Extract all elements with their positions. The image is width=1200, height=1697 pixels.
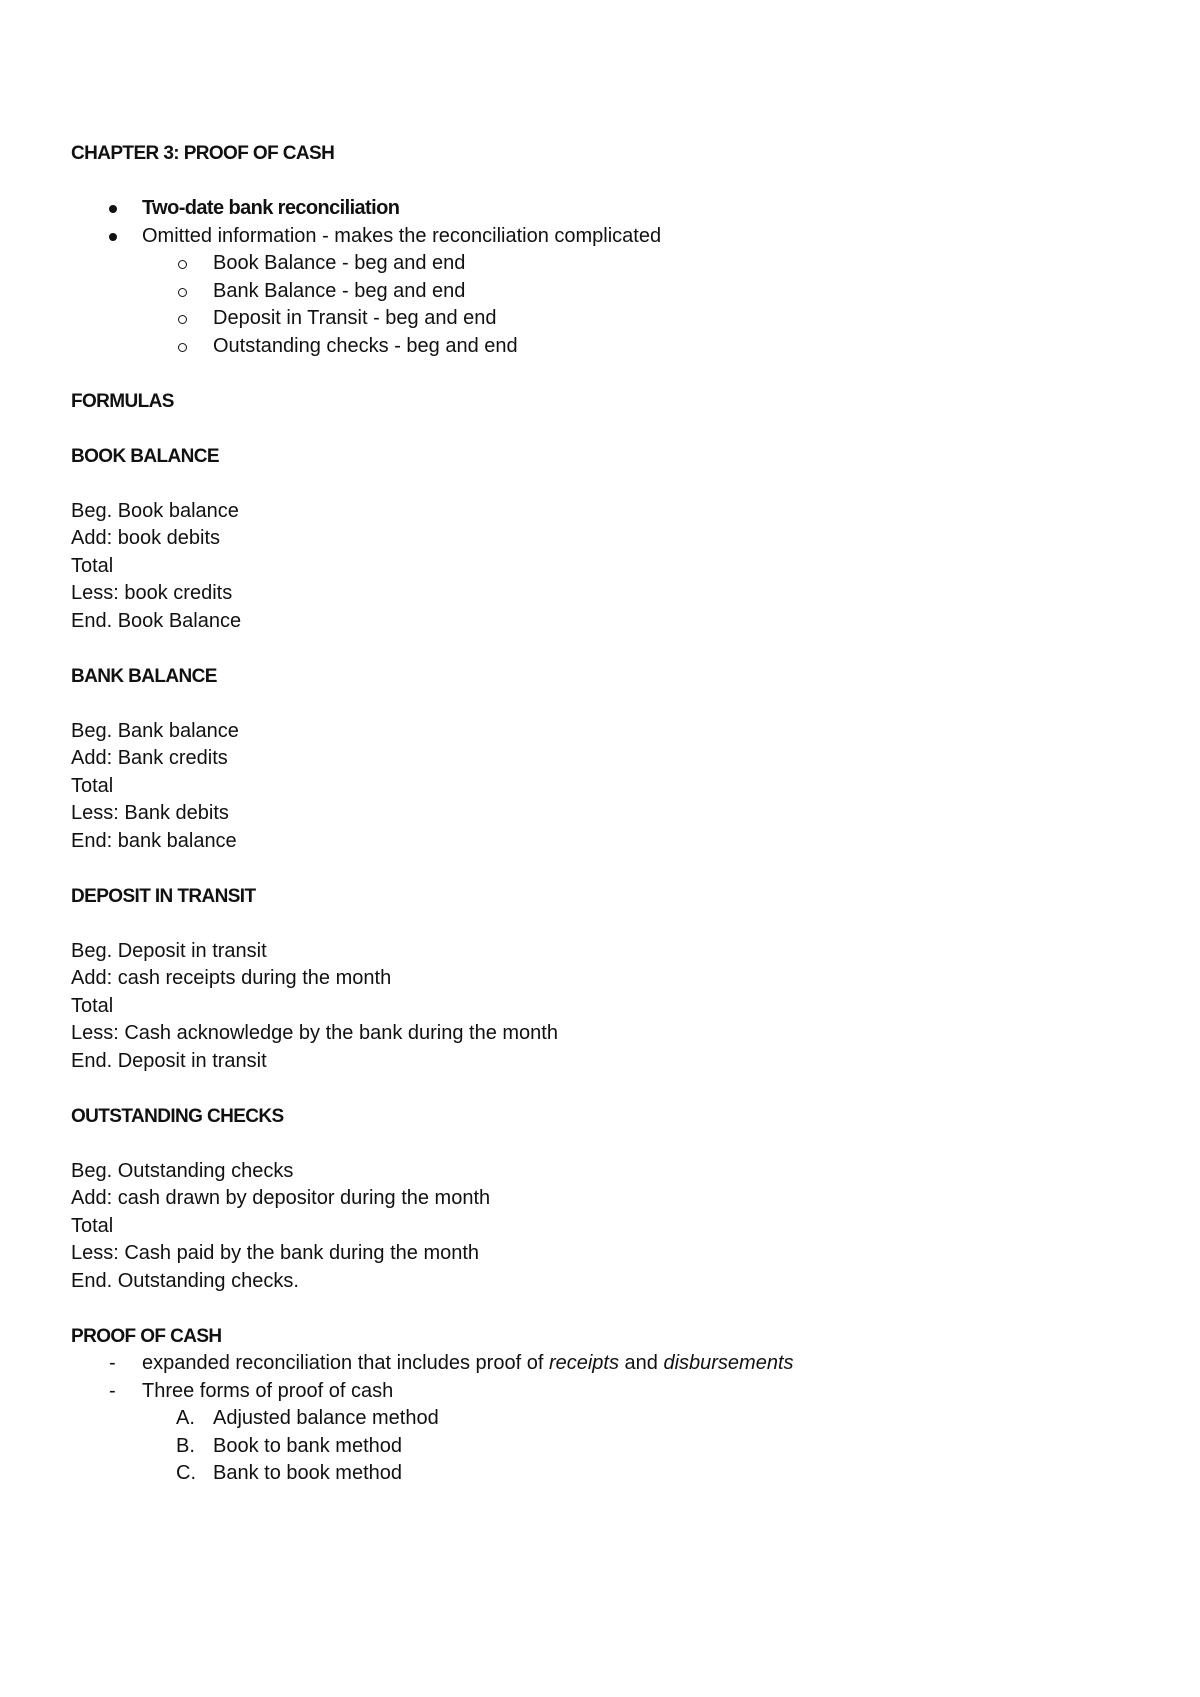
section-heading: BANK BALANCE [71,665,217,687]
sub-list-item [71,278,1131,306]
formula-line: Less: Cash acknowledge by the bank during the month [71,1022,558,1044]
method-marker: A. [176,1407,195,1429]
bullet-circle-icon [178,288,187,297]
formula-line: Beg. Outstanding checks [71,1159,294,1182]
sub-list-item [71,305,1131,333]
list-item [71,1378,1131,1406]
spacer [71,1295,1131,1323]
method-item [71,1460,1131,1488]
spacer [71,415,1131,443]
spacer [71,635,1131,663]
method-text: Book to bank method [213,1434,403,1457]
formula-line: Less: Bank debits [71,802,229,824]
bullet-circle-icon [178,315,187,324]
sub-list-item [71,333,1131,361]
spacer [71,855,1131,883]
method-marker: B. [176,1434,195,1457]
bullet-circle-icon [178,260,187,269]
formula-line: Total [71,1214,114,1237]
list-item [71,1350,1131,1378]
method-marker: C. [176,1462,196,1484]
method-item [71,1433,1131,1461]
bullet-dot-icon [109,205,117,213]
sub-list-item-text: Book Balance - beg and end [213,252,466,274]
list-item [71,223,1131,251]
method-text: Adjusted balance method [213,1407,439,1429]
dash-marker: - [109,1352,116,1374]
sub-list-item-text: Outstanding checks - beg and end [213,334,518,357]
spacer [71,910,1131,938]
emphasis-disbursements: disbursements [663,1352,794,1374]
formula-line: Beg. Bank balance [71,719,239,742]
formula-line: Add: book debits [71,527,220,549]
chapter-title: CHAPTER 3: PROOF OF CASH [71,143,335,164]
formula-line: Less: book credits [71,582,233,604]
section-heading: DEPOSIT IN TRANSIT [71,885,256,907]
formula-line: End. Outstanding checks. [71,1269,299,1292]
formula-line: Total [71,554,114,577]
section-heading: BOOK BALANCE [71,445,219,467]
formula-line: Add: Bank credits [71,747,228,769]
list-item-text-part: and [618,1352,664,1374]
section-heading: PROOF OF CASH [71,1325,222,1347]
method-text: Bank to book method [213,1462,403,1484]
formulas-heading: FORMULAS [71,390,174,412]
method-item [71,1405,1131,1433]
formula-line: End. Book Balance [71,609,242,632]
bullet-dot-icon [109,233,117,241]
list-item-text: Omitted information - makes the reconciliation complicated [142,224,662,247]
spacer [71,1130,1131,1158]
sub-list-item [71,250,1131,278]
list-item [71,195,1131,223]
list-item-text: Three forms of proof of cash [142,1379,394,1402]
spacer [71,470,1131,498]
bullet-circle-icon [178,343,187,352]
formula-line: Beg. Deposit in transit [71,939,267,962]
list-item-text-part: expanded reconciliation that includes proof of [142,1352,549,1374]
formula-line: Add: cash drawn by depositor during the month [71,1187,491,1209]
formula-line: Total [71,994,114,1017]
formula-line: Total [71,774,114,797]
spacer [71,360,1131,388]
list-item-text: Two-date bank reconciliation [142,197,400,219]
formula-line: End. Deposit in transit [71,1049,267,1072]
document-page [71,140,1131,1488]
formula-line: Beg. Book balance [71,499,239,522]
sub-list-item-text: Deposit in Transit - beg and end [213,307,497,329]
formula-line: Less: Cash paid by the bank during the month [71,1242,480,1264]
dash-marker: - [109,1379,116,1402]
formula-line: End: bank balance [71,829,237,852]
section-heading: OUTSTANDING CHECKS [71,1105,284,1127]
spacer [71,168,1131,196]
list-item-text [142,1350,794,1378]
spacer [71,690,1131,718]
formula-line: Add: cash receipts during the month [71,967,392,989]
emphasis-receipts: receipts [548,1352,619,1374]
spacer [71,1075,1131,1103]
sub-list-item-text: Bank Balance - beg and end [213,279,466,302]
